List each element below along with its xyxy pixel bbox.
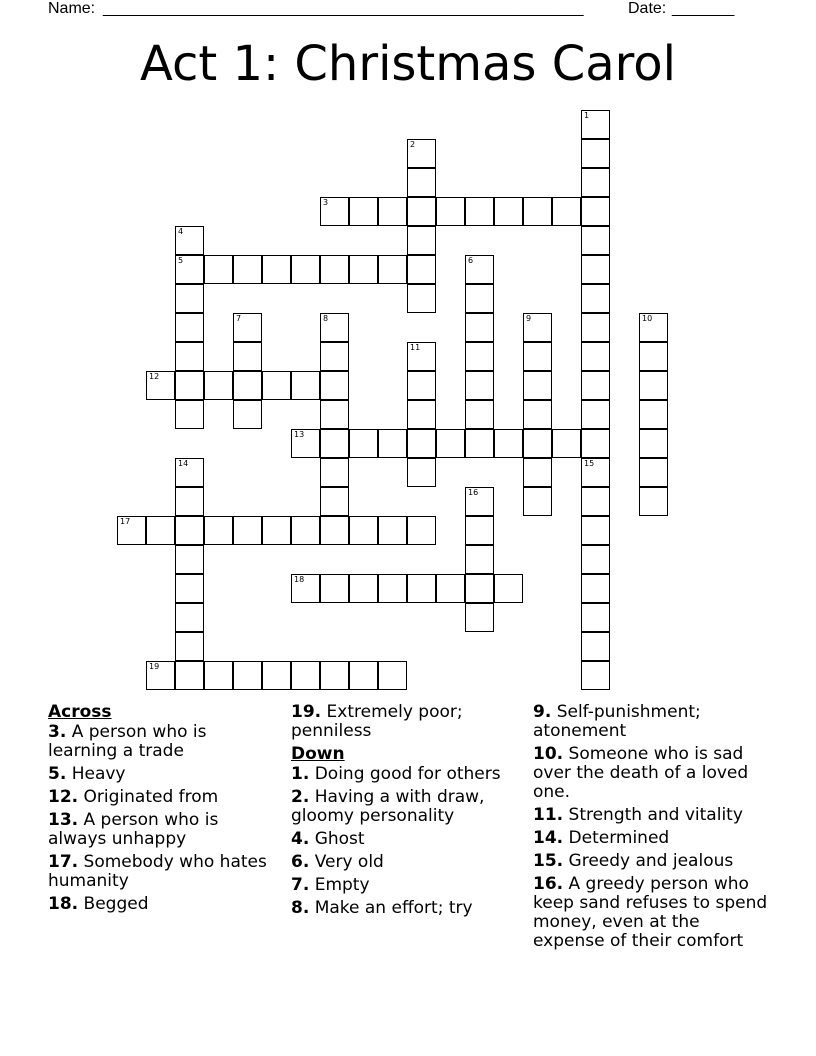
clue-item-text: Doing good for others [309,764,501,784]
clue-item-text: Empty [309,875,370,895]
grid-cell[interactable] [581,545,610,574]
clue-item-text: Begged [78,894,149,914]
grid-cell[interactable] [146,661,175,690]
grid-cell[interactable] [349,255,378,284]
clue-item-text: A person who is always unhappy [48,810,219,849]
grid-cell[interactable] [320,429,349,458]
clue-number: 10 [642,314,653,323]
grid-cell[interactable] [349,574,378,603]
clue-column-2 [291,703,523,922]
clue-item-number: 3. [48,722,67,742]
grid-cell[interactable] [639,458,668,487]
grid-cell[interactable] [175,545,204,574]
grid-cell[interactable] [233,516,262,545]
grid-cell[interactable] [378,516,407,545]
clue-number: 18 [294,575,305,584]
grid-cell[interactable] [465,284,494,313]
grid-cell[interactable] [581,197,610,226]
grid-cell[interactable] [320,400,349,429]
grid-cell[interactable] [581,168,610,197]
clue-number: 16 [468,488,479,497]
grid-cell[interactable] [175,458,204,487]
grid-cell[interactable] [523,371,552,400]
grid-cell[interactable] [407,226,436,255]
grid-cell[interactable] [436,429,465,458]
clue-number: 5 [178,256,184,265]
grid-cell[interactable] [175,516,204,545]
clue-number: 6 [468,256,474,265]
grid-cell[interactable] [465,487,494,516]
grid-cell[interactable] [407,371,436,400]
clue-item-text: Someone who is sad over the death of a loved one. [533,744,749,802]
grid-cell[interactable] [175,371,204,400]
grid-cell[interactable] [378,197,407,226]
clue-item [48,765,280,784]
clue-number: 8 [323,314,329,323]
clue-item-text: Self-punishment; atonement [533,702,701,741]
clue-item [48,723,280,761]
clue-item-number: 10. [533,744,564,764]
grid-cell[interactable] [407,400,436,429]
grid-cell[interactable] [320,458,349,487]
grid-cell[interactable] [262,661,291,690]
grid-cell[interactable] [581,110,610,139]
grid-cell[interactable] [349,516,378,545]
clue-item-number: 14. [533,828,564,848]
clue-item-number: 8. [291,898,310,918]
grid-cell[interactable] [639,313,668,342]
grid-cell[interactable] [320,574,349,603]
grid-cell[interactable] [552,197,581,226]
clue-item-number: 6. [291,852,310,872]
grid-cell[interactable] [175,313,204,342]
clue-item [533,852,773,871]
grid-cell[interactable] [407,168,436,197]
grid-cell[interactable] [581,226,610,255]
grid-cell[interactable] [523,487,552,516]
grid-cell[interactable] [581,661,610,690]
grid-cell[interactable] [465,197,494,226]
grid-cell[interactable] [465,255,494,284]
grid-cell[interactable] [175,487,204,516]
grid-cell[interactable] [581,429,610,458]
clue-item-number: 11. [533,805,564,825]
grid-cell[interactable] [407,255,436,284]
grid-cell[interactable] [581,400,610,429]
grid-cell[interactable] [407,458,436,487]
grid-cell[interactable] [378,429,407,458]
grid-cell[interactable] [175,603,204,632]
grid-cell[interactable] [146,516,175,545]
clue-item-text: Strength and vitality [563,805,743,825]
grid-cell[interactable] [581,255,610,284]
clue-item-text: Determined [563,828,670,848]
grid-cell[interactable] [581,632,610,661]
clue-item-number: 1. [291,764,310,784]
grid-cell[interactable] [407,574,436,603]
grid-cell[interactable] [494,429,523,458]
grid-cell[interactable] [523,342,552,371]
grid-cell[interactable] [233,371,262,400]
clue-item [533,703,773,741]
grid-cell[interactable] [465,516,494,545]
grid-cell[interactable] [639,487,668,516]
clue-item-number: 5. [48,764,67,784]
grid-cell[interactable] [465,371,494,400]
grid-cell[interactable] [523,429,552,458]
clue-item [48,895,280,914]
grid-cell[interactable] [407,516,436,545]
clue-item [48,788,280,807]
grid-cell[interactable] [639,429,668,458]
clue-item-text: Originated from [78,787,219,807]
clue-item-number: 13. [48,810,79,830]
grid-cell[interactable] [581,516,610,545]
clue-item-text: Very old [309,852,384,872]
clue-column-1 [48,703,280,918]
grid-cell[interactable] [175,342,204,371]
clue-item [533,829,773,848]
clue-item-text: Ghost [309,829,365,849]
clue-item [291,899,523,918]
clue-number: 19 [149,662,160,671]
clue-number: 2 [410,140,416,149]
clue-item-number: 9. [533,702,552,722]
clue-number: 17 [120,517,131,526]
clue-item [48,811,280,849]
grid-cell[interactable] [320,661,349,690]
clue-item-number: 17. [48,852,79,872]
grid-cell[interactable] [523,400,552,429]
grid-cell[interactable] [233,342,262,371]
grid-cell[interactable] [494,574,523,603]
clue-item [533,806,773,825]
grid-cell[interactable] [581,574,610,603]
clue-item [48,853,280,891]
grid-cell[interactable] [320,255,349,284]
grid-cell[interactable] [465,313,494,342]
clue-item-text: A person who is learning a trade [48,722,207,761]
grid-cell[interactable] [233,313,262,342]
grid-cell[interactable] [581,487,610,516]
grid-cell[interactable] [262,371,291,400]
clue-item-text: Heavy [66,764,126,784]
grid-cell[interactable] [407,342,436,371]
grid-cell[interactable] [465,400,494,429]
grid-cell[interactable] [378,661,407,690]
grid-cell[interactable] [320,342,349,371]
clue-column-3 [533,703,773,955]
grid-cell[interactable] [349,429,378,458]
clue-item [533,745,773,802]
grid-cell[interactable] [581,458,610,487]
clue-item-number: 12. [48,787,79,807]
grid-cell[interactable] [465,429,494,458]
clue-number: 11 [410,343,421,352]
clue-item [291,703,523,741]
clue-number: 3 [323,198,329,207]
grid-cell[interactable] [523,313,552,342]
grid-cell[interactable] [320,197,349,226]
clue-item-text: Extremely poor; penniless [291,702,463,741]
clue-number: 15 [584,459,595,468]
grid-cell[interactable] [175,400,204,429]
grid-cell[interactable] [175,226,204,255]
grid-cell[interactable] [146,371,175,400]
clue-item [291,853,523,872]
clue-number: 4 [178,227,184,236]
grid-cell[interactable] [233,255,262,284]
grid-cell[interactable] [262,255,291,284]
clue-item-number: 4. [291,829,310,849]
grid-cell[interactable] [581,342,610,371]
clue-item [291,765,523,784]
grid-cell[interactable] [349,661,378,690]
grid-cell[interactable] [233,661,262,690]
grid-cell[interactable] [581,371,610,400]
grid-cell[interactable] [581,284,610,313]
clue-item-text: Having a with draw, gloomy personality [291,787,485,826]
clue-item-text: Greedy and jealous [563,851,734,871]
clue-item-number: 16. [533,874,564,894]
grid-cell[interactable] [291,255,320,284]
grid-cell[interactable] [175,284,204,313]
date-line[interactable]: _______ [672,0,735,17]
grid-cell[interactable] [291,516,320,545]
page-title: Act 1: Christmas Carol [139,36,676,92]
grid-cell[interactable] [465,574,494,603]
grid-cell[interactable] [581,603,610,632]
grid-cell[interactable] [465,603,494,632]
grid-cell[interactable] [320,487,349,516]
clue-item-number: 19. [291,702,322,722]
grid-cell[interactable] [320,371,349,400]
grid-cell[interactable] [494,197,523,226]
date-label: Date: [628,0,667,17]
grid-cell[interactable] [639,400,668,429]
grid-cell[interactable] [204,516,233,545]
grid-cell[interactable] [262,516,291,545]
clue-item-text: A greedy person who keep sand refuses to spend money, even at the expense of their comfort [533,874,768,951]
grid-cell[interactable] [175,632,204,661]
clue-number: 1 [584,111,590,120]
grid-cell[interactable] [436,197,465,226]
grid-cell[interactable] [291,574,320,603]
clue-item [533,875,773,951]
grid-cell[interactable] [581,139,610,168]
name-line[interactable]: ______________________________________________________ [103,0,584,17]
clue-item-number: 18. [48,894,79,914]
clue-item-number: 2. [291,787,310,807]
grid-cell[interactable] [204,255,233,284]
clue-item [291,876,523,895]
grid-cell[interactable] [407,284,436,313]
grid-cell[interactable] [291,661,320,690]
clue-number: 14 [178,459,189,468]
clue-number: 12 [149,372,160,381]
grid-cell[interactable] [523,458,552,487]
clue-item [291,830,523,849]
grid-cell[interactable] [204,371,233,400]
grid-cell[interactable] [407,197,436,226]
grid-cell[interactable] [407,429,436,458]
clue-item-number: 7. [291,875,310,895]
grid-cell[interactable] [175,661,204,690]
grid-cell[interactable] [291,371,320,400]
grid-cell[interactable] [552,429,581,458]
grid-cell[interactable] [349,197,378,226]
name-label: Name: [48,0,96,17]
grid-cell[interactable] [204,661,233,690]
grid-cell[interactable] [639,371,668,400]
grid-cell[interactable] [378,255,407,284]
grid-cell[interactable] [523,197,552,226]
clue-item-text: Make an effort; try [309,898,473,918]
grid-cell[interactable] [117,516,146,545]
clue-number: 7 [236,314,242,323]
grid-cell[interactable] [291,429,320,458]
clue-heading-down: Down [291,744,345,764]
clue-heading-across: Across [48,702,112,722]
clue-item [291,788,523,826]
grid-cell[interactable] [465,545,494,574]
clue-number: 9 [526,314,532,323]
grid-cell[interactable] [581,313,610,342]
grid-cell[interactable] [465,342,494,371]
grid-cell[interactable] [407,139,436,168]
clue-number: 13 [294,430,305,439]
grid-cell[interactable] [639,342,668,371]
grid-cell[interactable] [378,574,407,603]
grid-cell[interactable] [320,313,349,342]
grid-cell[interactable] [175,574,204,603]
grid-cell[interactable] [175,255,204,284]
grid-cell[interactable] [233,400,262,429]
clue-item-number: 15. [533,851,564,871]
clue-item-text: Somebody who hates humanity [48,852,267,891]
grid-cell[interactable] [436,574,465,603]
grid-cell[interactable] [320,516,349,545]
